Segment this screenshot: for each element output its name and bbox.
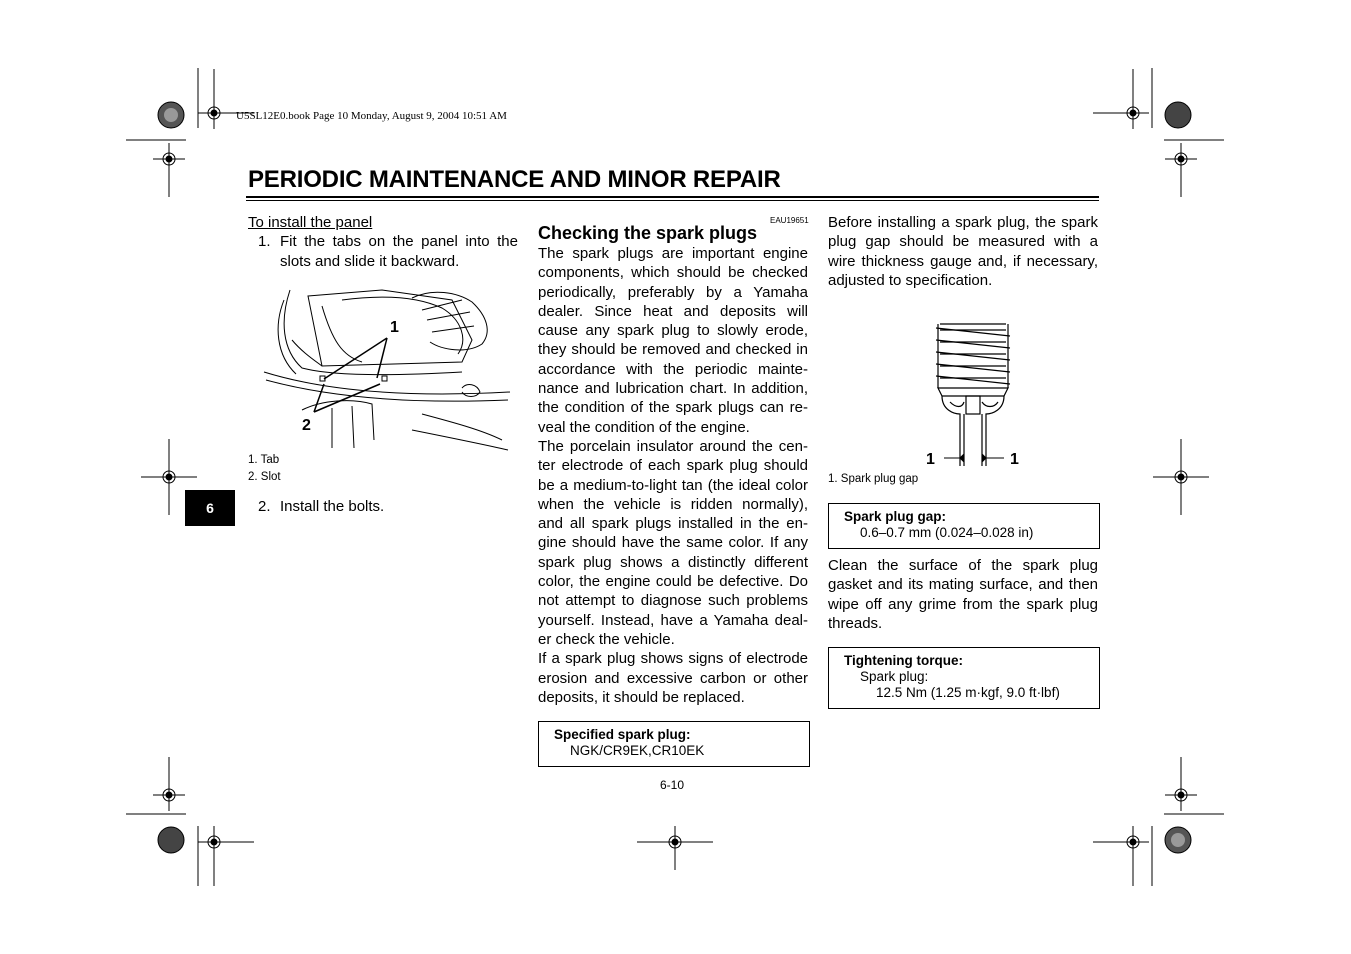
middle-column (538, 222, 808, 707)
step-2 (258, 497, 518, 516)
specified-plug-box (538, 721, 810, 767)
spark-plug-illustration (920, 318, 1030, 473)
step-1 (248, 232, 518, 271)
step-1-number: 1. (258, 233, 271, 251)
book-info-line: U5SL12E0.book Page 10 Monday, August 9, 2004 10:51 AM (236, 110, 507, 122)
page-title: PERIODIC MAINTENANCE AND MINOR REPAIR (248, 166, 781, 193)
gap-intro-para: Before installing a spark plug, the spark plug gap should be measured with a wire thickness gauge and, if necessary, adjusted to specification. (828, 214, 1098, 289)
gap-spec-box (828, 503, 1100, 549)
panel-illustration (262, 280, 512, 452)
step-1-text: Fit the tabs on the panel into the slots and slide it backward. (280, 233, 518, 270)
clean-para: Clean the surface of the spark plug gasket and its mating surface, and then wipe off any grime from the spark plug threads. (828, 557, 1098, 632)
chapter-tab: 6 (185, 490, 235, 526)
gap-label-right: 1 (1010, 451, 1019, 468)
panel-figure-label-2: 2 (302, 417, 311, 434)
torque-line-2: 12.5 Nm (1.25 m·kgf, 9.0 ft·lbf) (876, 685, 1060, 700)
step-2-text: Install the bolts. (280, 498, 385, 515)
gap-spec-title: Spark plug gap: (844, 509, 947, 524)
torque-line-1: Spark plug: (860, 669, 929, 684)
step-2-number: 2. (258, 498, 271, 515)
left-column (248, 213, 518, 271)
torque-title: Tightening torque: (844, 653, 963, 668)
gap-spec-value: 0.6–0.7 mm (0.024–0.028 in) (860, 525, 1034, 540)
caption-tab: 1. Tab (248, 454, 280, 466)
spark-plug-para-1: The spark plugs are important engine components, which should be checked periodically, preferably by a Yamaha dealer. Since heat and deposits will cause any spark plug to slowly erode, they should be removed and checked in accordance with the periodic mainte-nance and lubrication chart. In addition, the condition of the spark plugs can re-veal the condition of the engine. (538, 245, 808, 436)
header-rule-thin (246, 200, 1099, 201)
torque-box (828, 647, 1100, 709)
panel-figure-captions (248, 452, 281, 486)
specified-plug-value: NGK/CR9EK,CR10EK (570, 743, 705, 758)
right-column (828, 213, 1098, 290)
panel-figure-label-1: 1 (390, 319, 399, 336)
spark-plug-para-2: The porcelain insulator around the cen-ter electrode of each spark plug should be a medium-to-light tan (the ideal color when the vehicle is ridden normally), and all spark plugs installed in the en-gine should have the same color. If any spark plug shows a distinctly different color, the engine could be defective. Do not attempt to diagnose such problems yourself. Instead, have a Yamaha deal-er check the vehicle. (538, 437, 808, 648)
page-number: 6-10 (660, 778, 685, 792)
section-heading: Checking the spark plugs (538, 223, 758, 243)
header-rule (246, 196, 1099, 198)
section-code: EAU19651 (770, 216, 809, 225)
gap-label-left: 1 (926, 451, 935, 468)
specified-plug-title: Specified spark plug: (554, 727, 691, 742)
spark-plug-para-3: If a spark plug shows signs of electrode erosion and excessive carbon or other deposits, it should be replaced. (538, 650, 808, 706)
install-panel-subheading: To install the panel (248, 214, 373, 231)
caption-slot: 2. Slot (248, 471, 281, 483)
clean-para-block (828, 556, 1098, 633)
gap-figure-caption: 1. Spark plug gap (828, 473, 919, 485)
